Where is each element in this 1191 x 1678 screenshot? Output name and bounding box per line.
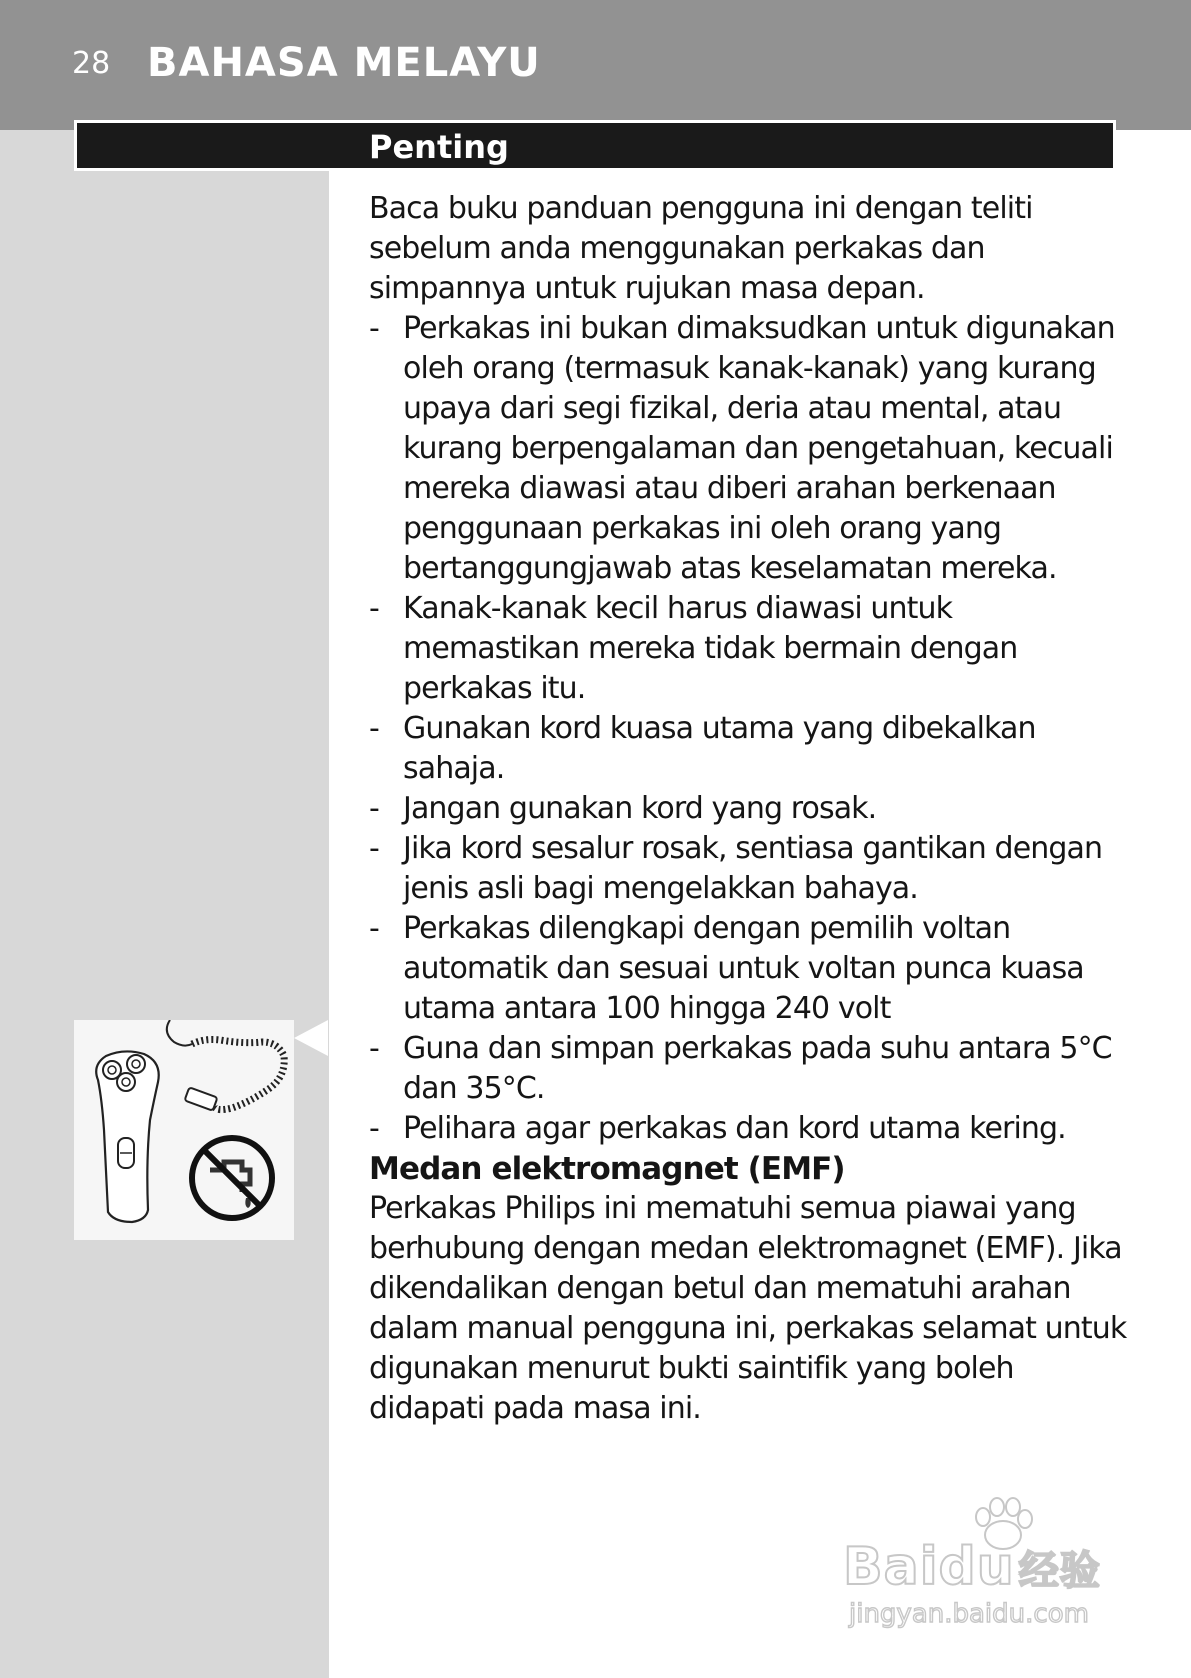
illustration-pointer — [292, 1020, 332, 1060]
safety-list — [369, 309, 1129, 1149]
list-item: - Jangan gunakan kord yang rosak. — [369, 789, 1129, 829]
heading-bar — [74, 120, 1116, 171]
main-content — [369, 189, 1129, 1429]
emf-heading: Medan elektromagnet (EMF) — [369, 1151, 845, 1187]
emf-paragraph: Perkakas Philips ini mematuhi semua piawai yang berhubung dengan medan elektromagnet (EMF). Jika dikendalikan dengan betul dan mematuhi arahan dalam manual pengguna ini, perkakas selamat untuk digunakan menurut bukti saintifik yang boleh didapati pada masa ini. — [369, 1191, 1127, 1426]
heading-penting: Penting — [369, 128, 509, 166]
section-title: BAHASA MELAYU — [147, 40, 541, 86]
list-item: - Perkakas ini bukan dimaksudkan untuk digunakan oleh orang (termasuk kanak-kanak) yang kurang upaya dari segi fizikal, deria atau mental, atau kurang berpengalaman dan pengetahuan, kecuali mereka diawasi atau diberi arahan berkenaan penggunaan perkakas ini oleh orang yang bertanggungjawab atas keselamatan mereka. — [369, 309, 1129, 589]
watermark-brand: Baidu 经验 — [843, 1537, 1101, 1597]
list-item: - Jika kord sesalur rosak, sentiasa gantikan dengan jenis asli bagi mengelakkan bahaya. — [369, 829, 1129, 909]
intro-paragraph: Baca buku panduan pengguna ini dengan teliti sebelum anda menggunakan perkakas dan simpannya untuk rujukan masa depan. — [369, 191, 1033, 306]
watermark-url: jingyan.baidu.com — [849, 1599, 1089, 1629]
list-item: - Pelihara agar perkakas dan kord utama kering. — [369, 1109, 1129, 1149]
page-number: 28 — [72, 46, 111, 81]
baidu-watermark — [843, 1495, 1123, 1635]
shaver-no-water-icon — [74, 1020, 294, 1240]
list-item: - Gunakan kord kuasa utama yang dibekalkan sahaja. — [369, 709, 1129, 789]
list-item: - Kanak-kanak kecil harus diawasi untuk memastikan mereka tidak bermain dengan perkakas itu. — [369, 589, 1129, 709]
list-item: - Perkakas dilengkapi dengan pemilih voltan automatik dan sesuai untuk voltan punca kuasa utama antara 100 hingga 240 volt — [369, 909, 1129, 1029]
list-item: - Guna dan simpan perkakas pada suhu antara 5°C dan 35°C. — [369, 1029, 1129, 1109]
left-margin-column — [0, 130, 329, 1678]
